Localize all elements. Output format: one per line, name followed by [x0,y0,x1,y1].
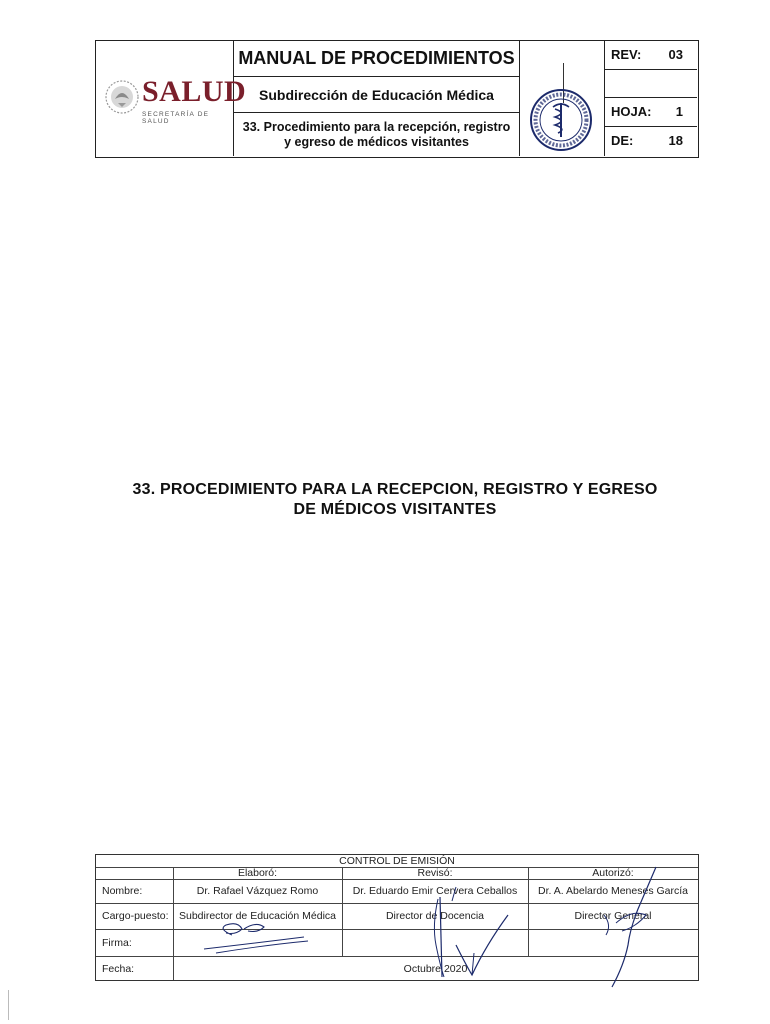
col-header-elaboro: Elaboró: [237,867,278,879]
de-label: DE: [611,133,634,149]
row-label-nombre: Nombre: [102,885,143,897]
emission-control-table [95,854,699,981]
manual-title: MANUAL DE PROCEDIMIENTOS [234,41,519,77]
signature-reviso [426,885,526,985]
procedure-name [234,113,519,156]
name-autorizo: Dr. A. Abelardo Meneses García [538,885,688,897]
national-emblem-icon [104,79,140,115]
name-reviso: Dr. Eduardo Emir Cervera Ceballos [352,885,518,897]
signature-autorizo [576,865,686,990]
signature-elaboro [196,919,316,959]
procedure-title-line2: DE MÉDICOS VISITANTES [293,501,497,518]
procedure-name-line2: y egreso de médicos visitantes [284,134,469,149]
rev-value: 03 [668,47,683,62]
salud-subtitle: SECRETARÍA DE SALUD [142,111,210,125]
emission-control-title: CONTROL DE EMISIÓN [339,855,455,867]
row-label-cargo: Cargo-puesto: [102,910,169,922]
salud-wordmark: SALUD [142,75,247,108]
de-value: 18 [668,133,683,149]
procedure-name-line1: 33. Procedimiento para la recepción, registro [242,119,511,134]
procedure-title [60,480,730,520]
name-elaboro: Dr. Rafael Vázquez Romo [196,885,319,897]
emblem-cell [519,41,605,156]
rev-label: REV: [611,47,642,62]
procedure-title-line1: 33. PROCEDIMIENTO PARA LA RECEPCION, REGISTRO Y EGRESO [132,481,658,498]
logo-cell [96,41,247,156]
position-reviso: Director de Docencia [385,910,485,922]
institute-emblem-icon [528,87,594,153]
position-elaboro: Subdirector de Educación Médica [178,910,336,922]
revision-info-cell [605,41,697,156]
col-header-autorizo: Autorizó: [592,867,634,879]
col-header-reviso: Revisó: [417,867,453,879]
rev-row [605,41,697,70]
de-row [605,127,697,156]
position-autorizo: Director General [574,910,652,922]
emission-date: Octubre 2020 [403,963,468,975]
row-label-fecha: Fecha: [102,963,135,975]
title-cell [234,41,519,156]
scan-edge-mark [8,990,9,1020]
document-header [95,40,699,158]
hoja-row [605,98,697,127]
hoja-value: 1 [675,104,683,120]
department-name: Subdirección de Educación Médica [234,77,519,113]
blank-row [605,70,697,99]
row-label-firma: Firma: [102,937,132,949]
hoja-label: HOJA: [611,104,652,120]
